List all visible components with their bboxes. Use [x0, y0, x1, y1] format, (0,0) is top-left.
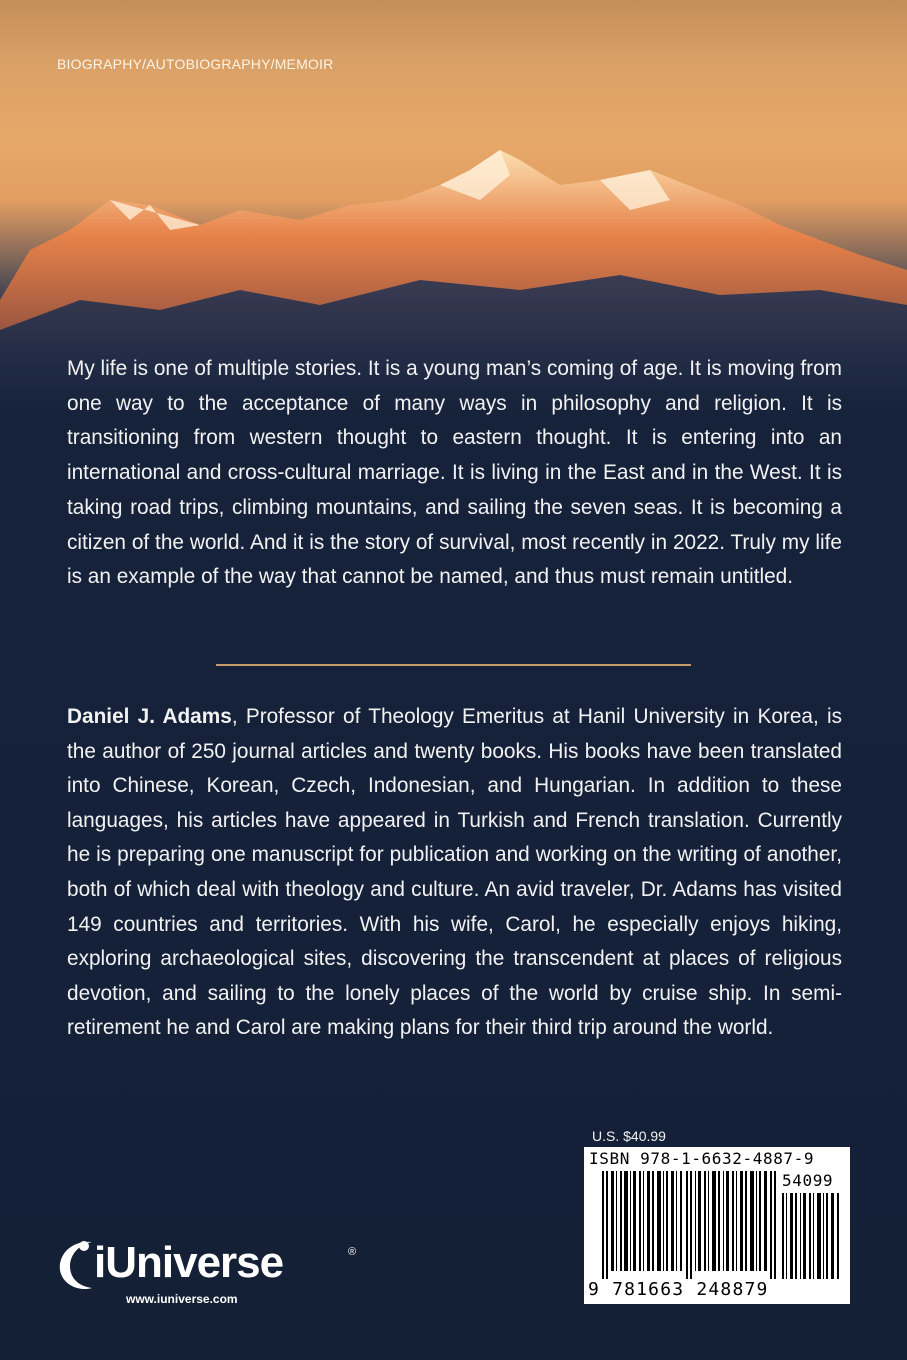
price-code: 54099 — [782, 1171, 834, 1190]
book-blurb: My life is one of multiple stories. It is a young man’s coming of age. It is moving from one way to the acceptance of many ways in philosophy and religion. It is transitioning from western thought to eastern thought. It is entering into an international and cross-cultural marriage. It is living in the East and in the West. It is taking road trips, climbing mountains, and sailing the seven seas. It is becoming a citizen of the world. And it is the story of survival, most recently in 2022. Truly my life is an example of the way that cannot be named, and thus must remain untitled. — [67, 357, 842, 589]
author-bio-text: , Professor of Theology Emeritus at Hanil University in Korea, is the author of 250 journal articles and twenty books. His books have been translated into Chinese, Korean, Czech, Indonesian, and Hungarian. In addition to these languages, his articles have appeared in Turkish and French translation. Currently he is preparing one manuscript for publication and working on the writing of another, both of which deal with theology and culture. An avid traveler, Dr. Adams has visited 149 countries and territories. With his wife, Carol, he especially enjoys hiking, exploring archaeological sites, discovering the transcendent at places of religious devotion, and sailing to the lonely places of the world by cruise ship. In semi-retirement he and Carol are making plans for their third trip around the world. — [67, 705, 843, 1040]
addon-barcode-bars-icon — [782, 1193, 842, 1279]
barcode-bars-icon — [602, 1171, 778, 1279]
author-name: Daniel J. Adams — [67, 705, 232, 728]
barcode-digits: 9 781663 248879 — [588, 1279, 769, 1300]
isbn-text: ISBN 978-1-6632-4887-9 — [589, 1149, 815, 1168]
price-label: U.S. $40.99 — [592, 1128, 666, 1144]
mountain-range-image — [0, 130, 907, 390]
author-bio — [67, 700, 842, 1046]
section-divider — [216, 664, 691, 666]
publisher-logo — [56, 1234, 366, 1314]
registered-mark: ® — [348, 1246, 357, 1258]
isbn-barcode — [584, 1147, 850, 1304]
publisher-url: www.iuniverse.com — [126, 1292, 238, 1306]
category-label: BIOGRAPHY/AUTOBIOGRAPHY/MEMOIR — [57, 56, 334, 72]
publisher-name: iUniverse — [94, 1238, 284, 1287]
